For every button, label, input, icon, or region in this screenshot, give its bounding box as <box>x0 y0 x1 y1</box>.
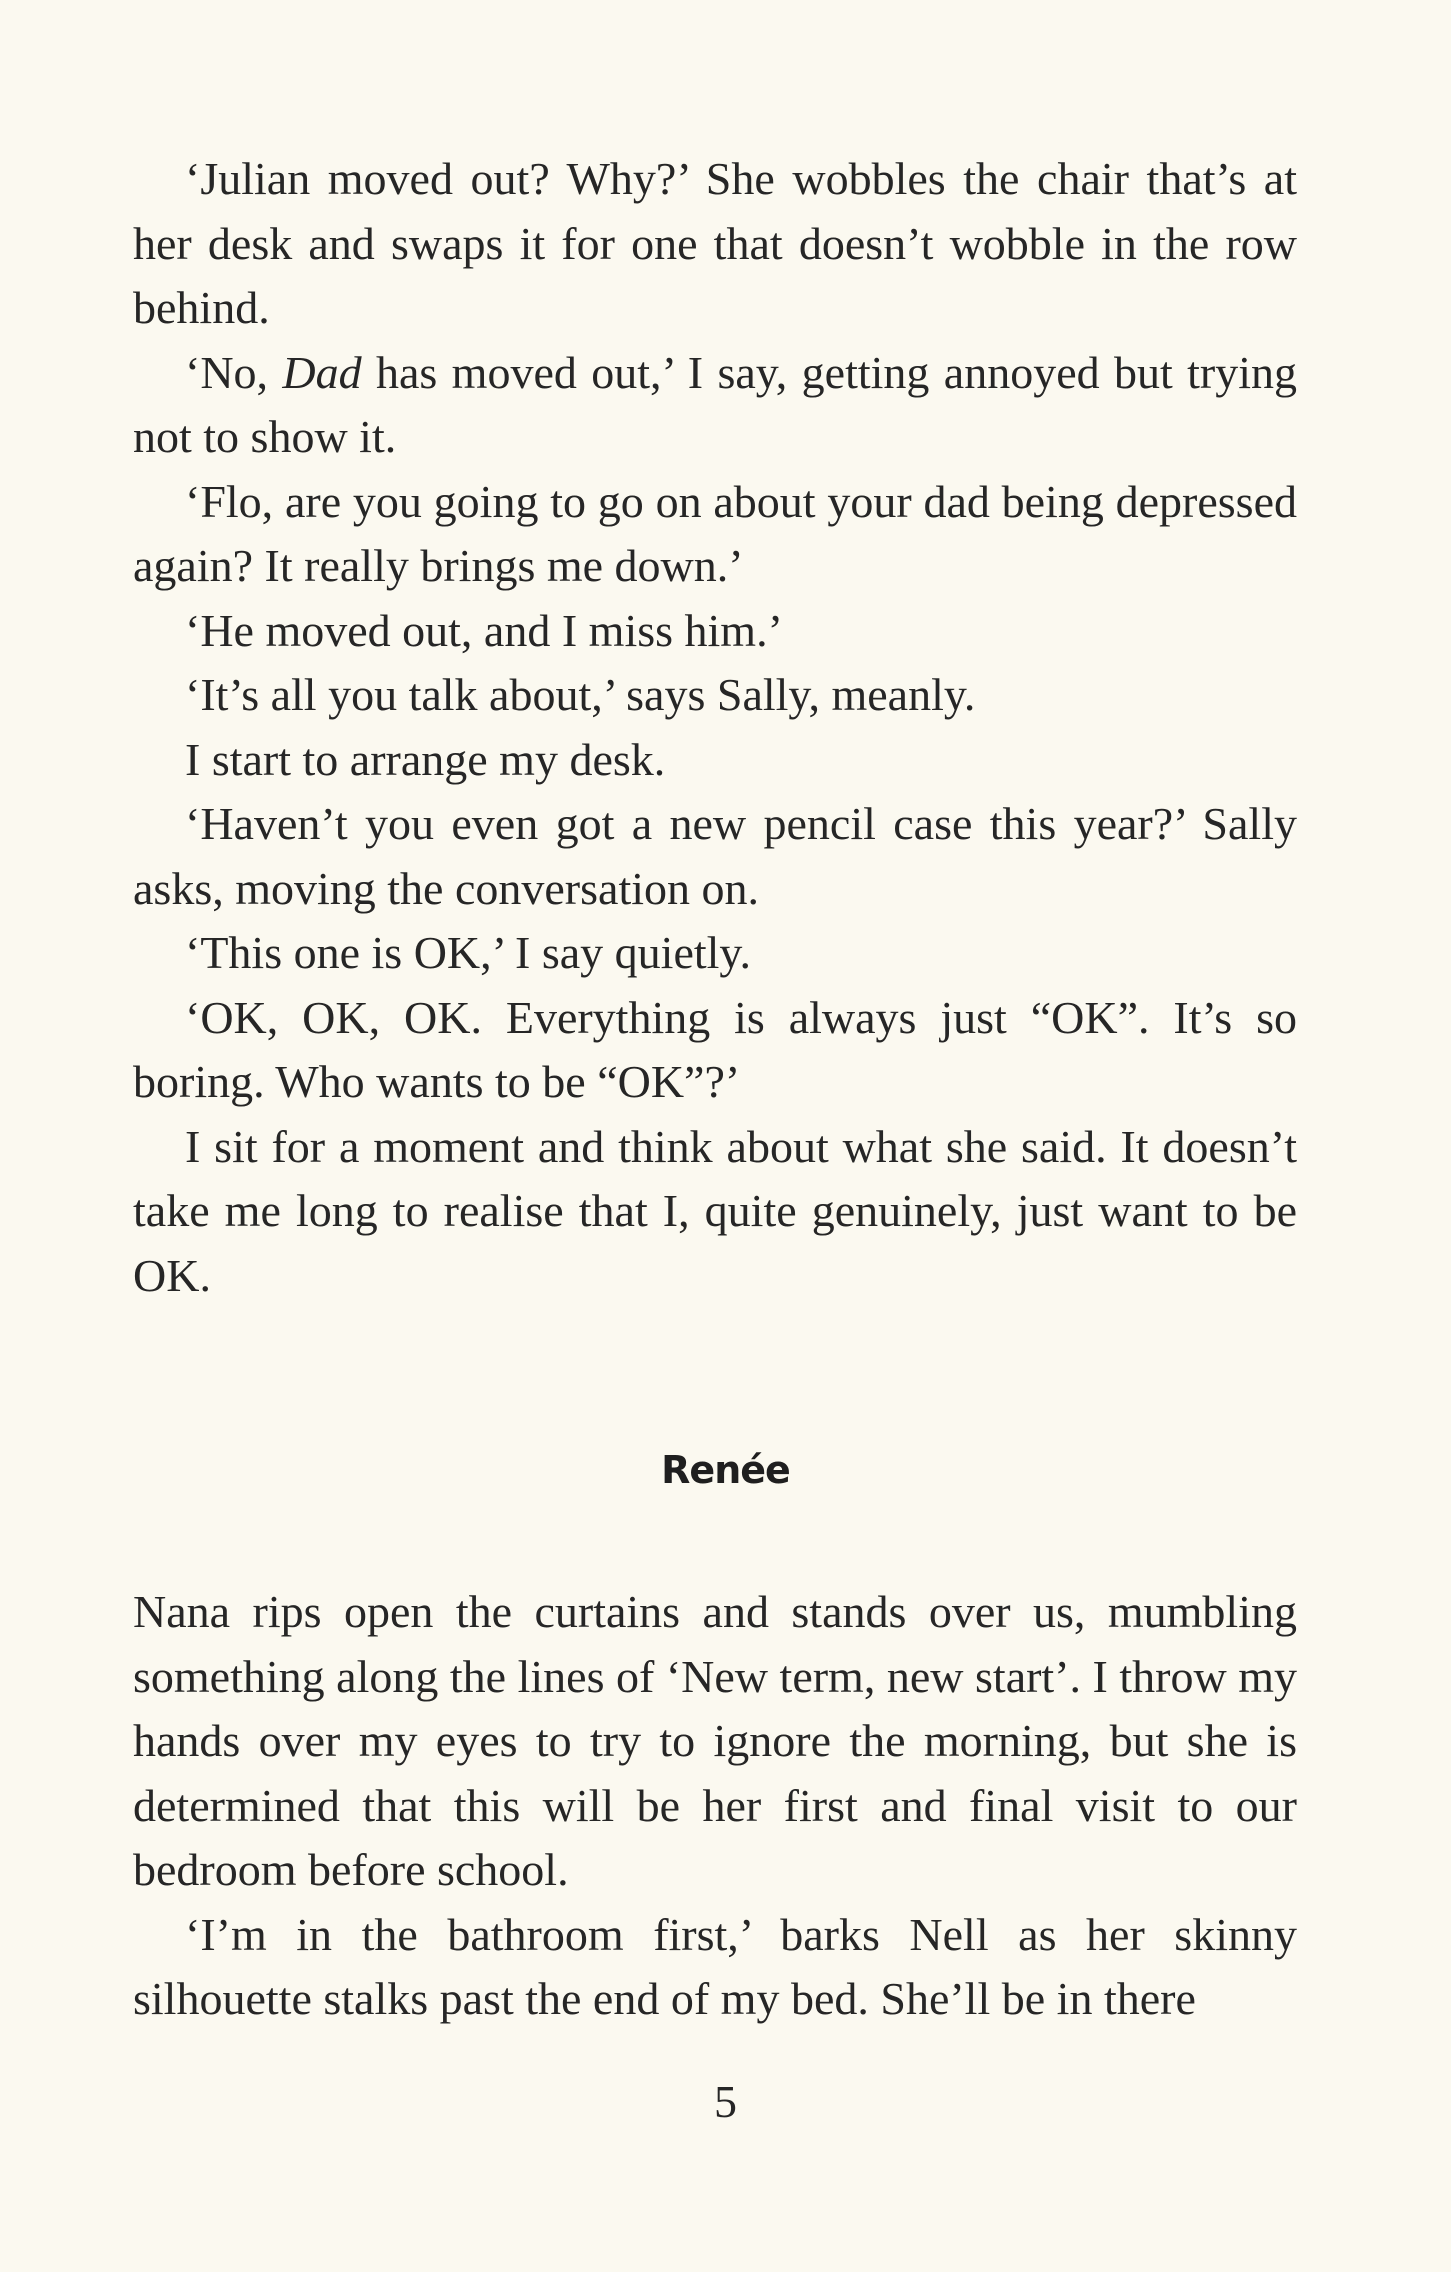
text-run: ‘No, <box>185 346 283 398</box>
italic-word: Dad <box>282 346 362 398</box>
text-run: has moved out,’ I say, getting annoyed but trying not to show it. <box>133 346 1297 462</box>
text-section-flo <box>133 147 1297 1308</box>
paragraph: ‘This one is OK,’ I say quietly. <box>185 927 751 978</box>
paragraph: I start to arrange my desk. <box>185 733 666 785</box>
section-heading: Renée <box>661 1448 790 1492</box>
paragraph: I sit for a moment and think about what she said. It doesn’t take me long to realise that I, quite genuinely, just want to be OK. <box>133 1120 1297 1301</box>
paragraph: ‘He moved out, and I miss him.’ <box>185 604 783 656</box>
paragraph: ‘OK, OK, OK. Everything is always just “OK”. It’s so boring. Who wants to be “OK”?’ <box>133 991 1297 1107</box>
paragraph: ‘Haven’t you even got a new pencil case this year?’ Sally asks, moving the conversation on. <box>133 798 1297 914</box>
paragraph: ‘I’m in the bathroom first,’ barks Nell as her skinny silhouette stalks past the end of my bed. She’ll be in there <box>133 1908 1297 2024</box>
paragraph: Nana rips open the curtains and stands over us, mumbling something along the lines of ‘New term, new start’. I throw my hands over my eyes to try to ignore the morning, but she is determined that this will be her first and final visit to our bedroom before school. <box>133 1586 1297 1895</box>
page-number: 5 <box>714 2076 737 2127</box>
paragraph <box>133 341 1297 470</box>
paragraph: ‘It’s all you talk about,’ says Sally, meanly. <box>185 669 976 720</box>
text-section-renee <box>133 1580 1297 2032</box>
paragraph: ‘Flo, are you going to go on about your dad being depressed again? It really brings me down.’ <box>133 475 1297 591</box>
paragraph: ‘Julian moved out? Why?’ She wobbles the chair that’s at her desk and swaps it for one that doesn’t wobble in the row behind. <box>133 153 1297 333</box>
